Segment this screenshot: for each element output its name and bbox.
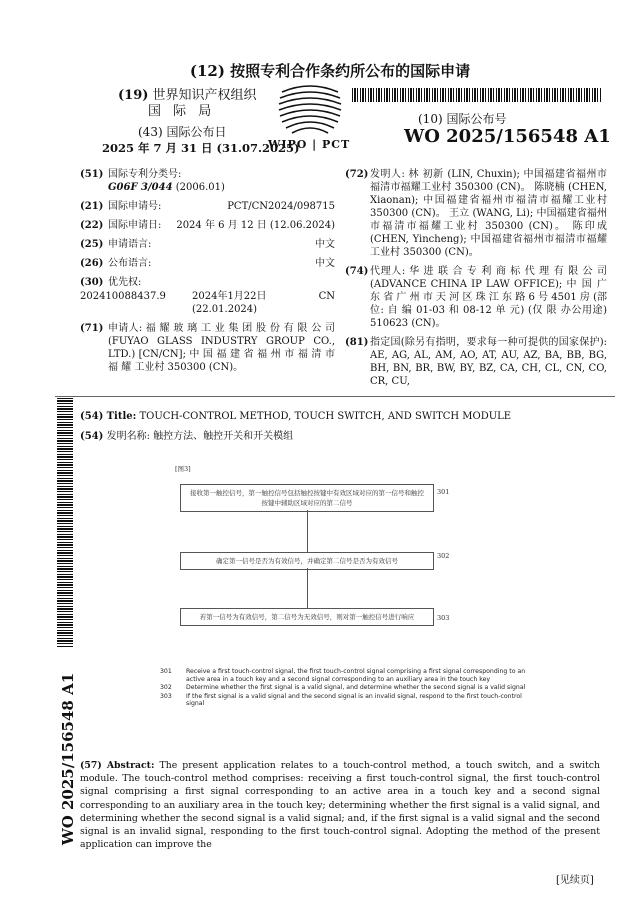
field-ipc-code: G06F 3/044 (2006.01)	[108, 182, 225, 193]
step-box-302: 确定第一信号是否为有效信号，并确定第二信号是否为有效信号	[180, 552, 434, 570]
step-num-303: 303	[437, 614, 450, 622]
side-pub-number: WO 2025/156548 A1	[59, 672, 77, 846]
step-box-301: 接收第一触控信号，第一触控信号包括触控按键中有效区域对应的第一信号和触控按键中辅助区域对应的第二信号	[180, 484, 434, 512]
step-box-303: 若第一信号为有效信号，第二信号为无效信号，则对第一触控信号进行响应	[180, 608, 434, 626]
field-designated-states: (81) 指定国(除另有指明，要求每一种可提供的国家保护): AE, AG, AL, AM, AO, AT, AU, AZ, BA, BB, BG, BH, BN, BR, BW, BY, BZ, CA, CH, CL, CN, CO, CR, CU,	[345, 337, 607, 387]
abstract: (57) Abstract: The present application relates to a touch-control method, a touch switch, and a switch module. The touch-control method comprises: receiving a first touch-control signal, the first touch-control signal comprising a first signal corresponding to an active area in a touch key and a second signal corresponding to an auxiliary area in the touch key; determining whether the first signal is a valid signal, and determining whether the second signal is a valid signal; and, if the first signal is a valid signal and the second signal is an invalid signal, responding to the first touch-control signal. Adopting the method of the present application can improve the	[80, 760, 600, 851]
org-bureau: 国 际 局	[148, 104, 216, 119]
legend-row: 302 Determine whether the first signal is a valid signal, and determine whether the second signal is a valid signal	[160, 684, 526, 691]
field-app-number: (21) 国际申请号: PCT/CN2024/098715	[80, 201, 335, 212]
side-barcode	[57, 398, 73, 648]
figure-legend	[160, 668, 540, 709]
pub-number-label: (10) 国际公布号	[418, 112, 507, 126]
legend-row: 301 Receive a first touch-control signal, the first touch-control signal comprising a first signal corresponding to an active area in a touch key and a second signal corresponding to an auxiliary area in the touch key	[160, 668, 526, 683]
field-agent: (74) 代理人: 华 进 联 合 专 利 商 标 代 理 有 限 公 司 (ADVANCE CHINA IP LAW OFFICE); 中 国 广 东 省 广 州 市 天 河 区 珠 江 东 路 6 号 4501 房 (部 位: 自 编 01-03 和 08-12 单 元) (仅 限 办公用途) 510623 (CN)。	[345, 266, 607, 329]
field-filing-language: (25) 申请语言: 中文	[80, 239, 335, 250]
field-applicant: (71) 申请人: 福 耀 玻 璃 工 业 集 团 股 份 有 限 公 司 (FUYAO GLASS INDUSTRY GROUP CO., LTD.) [CN/CN]; 中 国 福 建 省 福 州 市 福 清 市 福 耀 工业村 350300 (CN)。	[80, 323, 335, 373]
figure-label: [图3]	[175, 465, 191, 473]
barcode	[352, 88, 602, 102]
title-en: (54) Title: TOUCH-CONTROL METHOD, TOUCH SWITCH, AND SWITCH MODULE	[80, 411, 512, 422]
biblio-right	[345, 168, 607, 388]
pub-number: WO 2025/156548 A1	[404, 126, 611, 147]
continued-note: [见续页]	[556, 875, 594, 886]
pub-date: 2025 年 7 月 31 日 (31.07.2025)	[102, 141, 300, 155]
field-priority: (30) 优先权:	[80, 277, 142, 288]
biblio-left	[80, 168, 335, 374]
step-num-301: 301	[437, 488, 450, 496]
section-divider	[55, 396, 615, 397]
field-inventors: (72) 发明人: 林 初新 (LIN, Chuxin); 中国福建省福州市福清市福耀工业村 350300 (CN)。 陈晓楠 (CHEN, Xiaonan); 中国福建省福州市福清市福耀工业村 350300 (CN)。 王立 (WANG, Li); 中国福建省福州市福清市福耀工业村 350300 (CN)。 陈印成 (CHEN, Yincheng); 中国福建省福州市福清市福耀工业村 350300 (CN)。	[345, 169, 607, 258]
title-cn: (54) 发明名称: 触控方法、触控开关和开关模组	[80, 431, 294, 442]
document-title: (12) 按照专利合作条约所公布的国际申请	[189, 62, 471, 80]
flowchart-figure	[175, 464, 450, 664]
field-filing-date: (22) 国际申请日: 2024 年 6 月 12 日 (12.06.2024)	[80, 220, 335, 231]
org-name: (19) 世界知识产权组织	[118, 88, 257, 103]
flow-arrow	[307, 568, 308, 608]
wipo-pct-text: WIPO | PCT	[268, 138, 351, 151]
step-num-302: 302	[437, 552, 450, 560]
field-pub-language: (26) 公布语言: 中文	[80, 258, 335, 269]
flow-arrow	[307, 510, 308, 552]
field-ipc: (51) 国际专利分类号:	[80, 169, 182, 180]
priority-data: 202410088437.9 2024年1月22日 (22.01.2024) CN	[80, 291, 335, 315]
pub-date-label: (43) 国际公布日	[138, 125, 227, 139]
legend-row: 303 If the first signal is a valid signal and the second signal is an invalid signal, respond to the first touch-control signal	[160, 692, 522, 707]
